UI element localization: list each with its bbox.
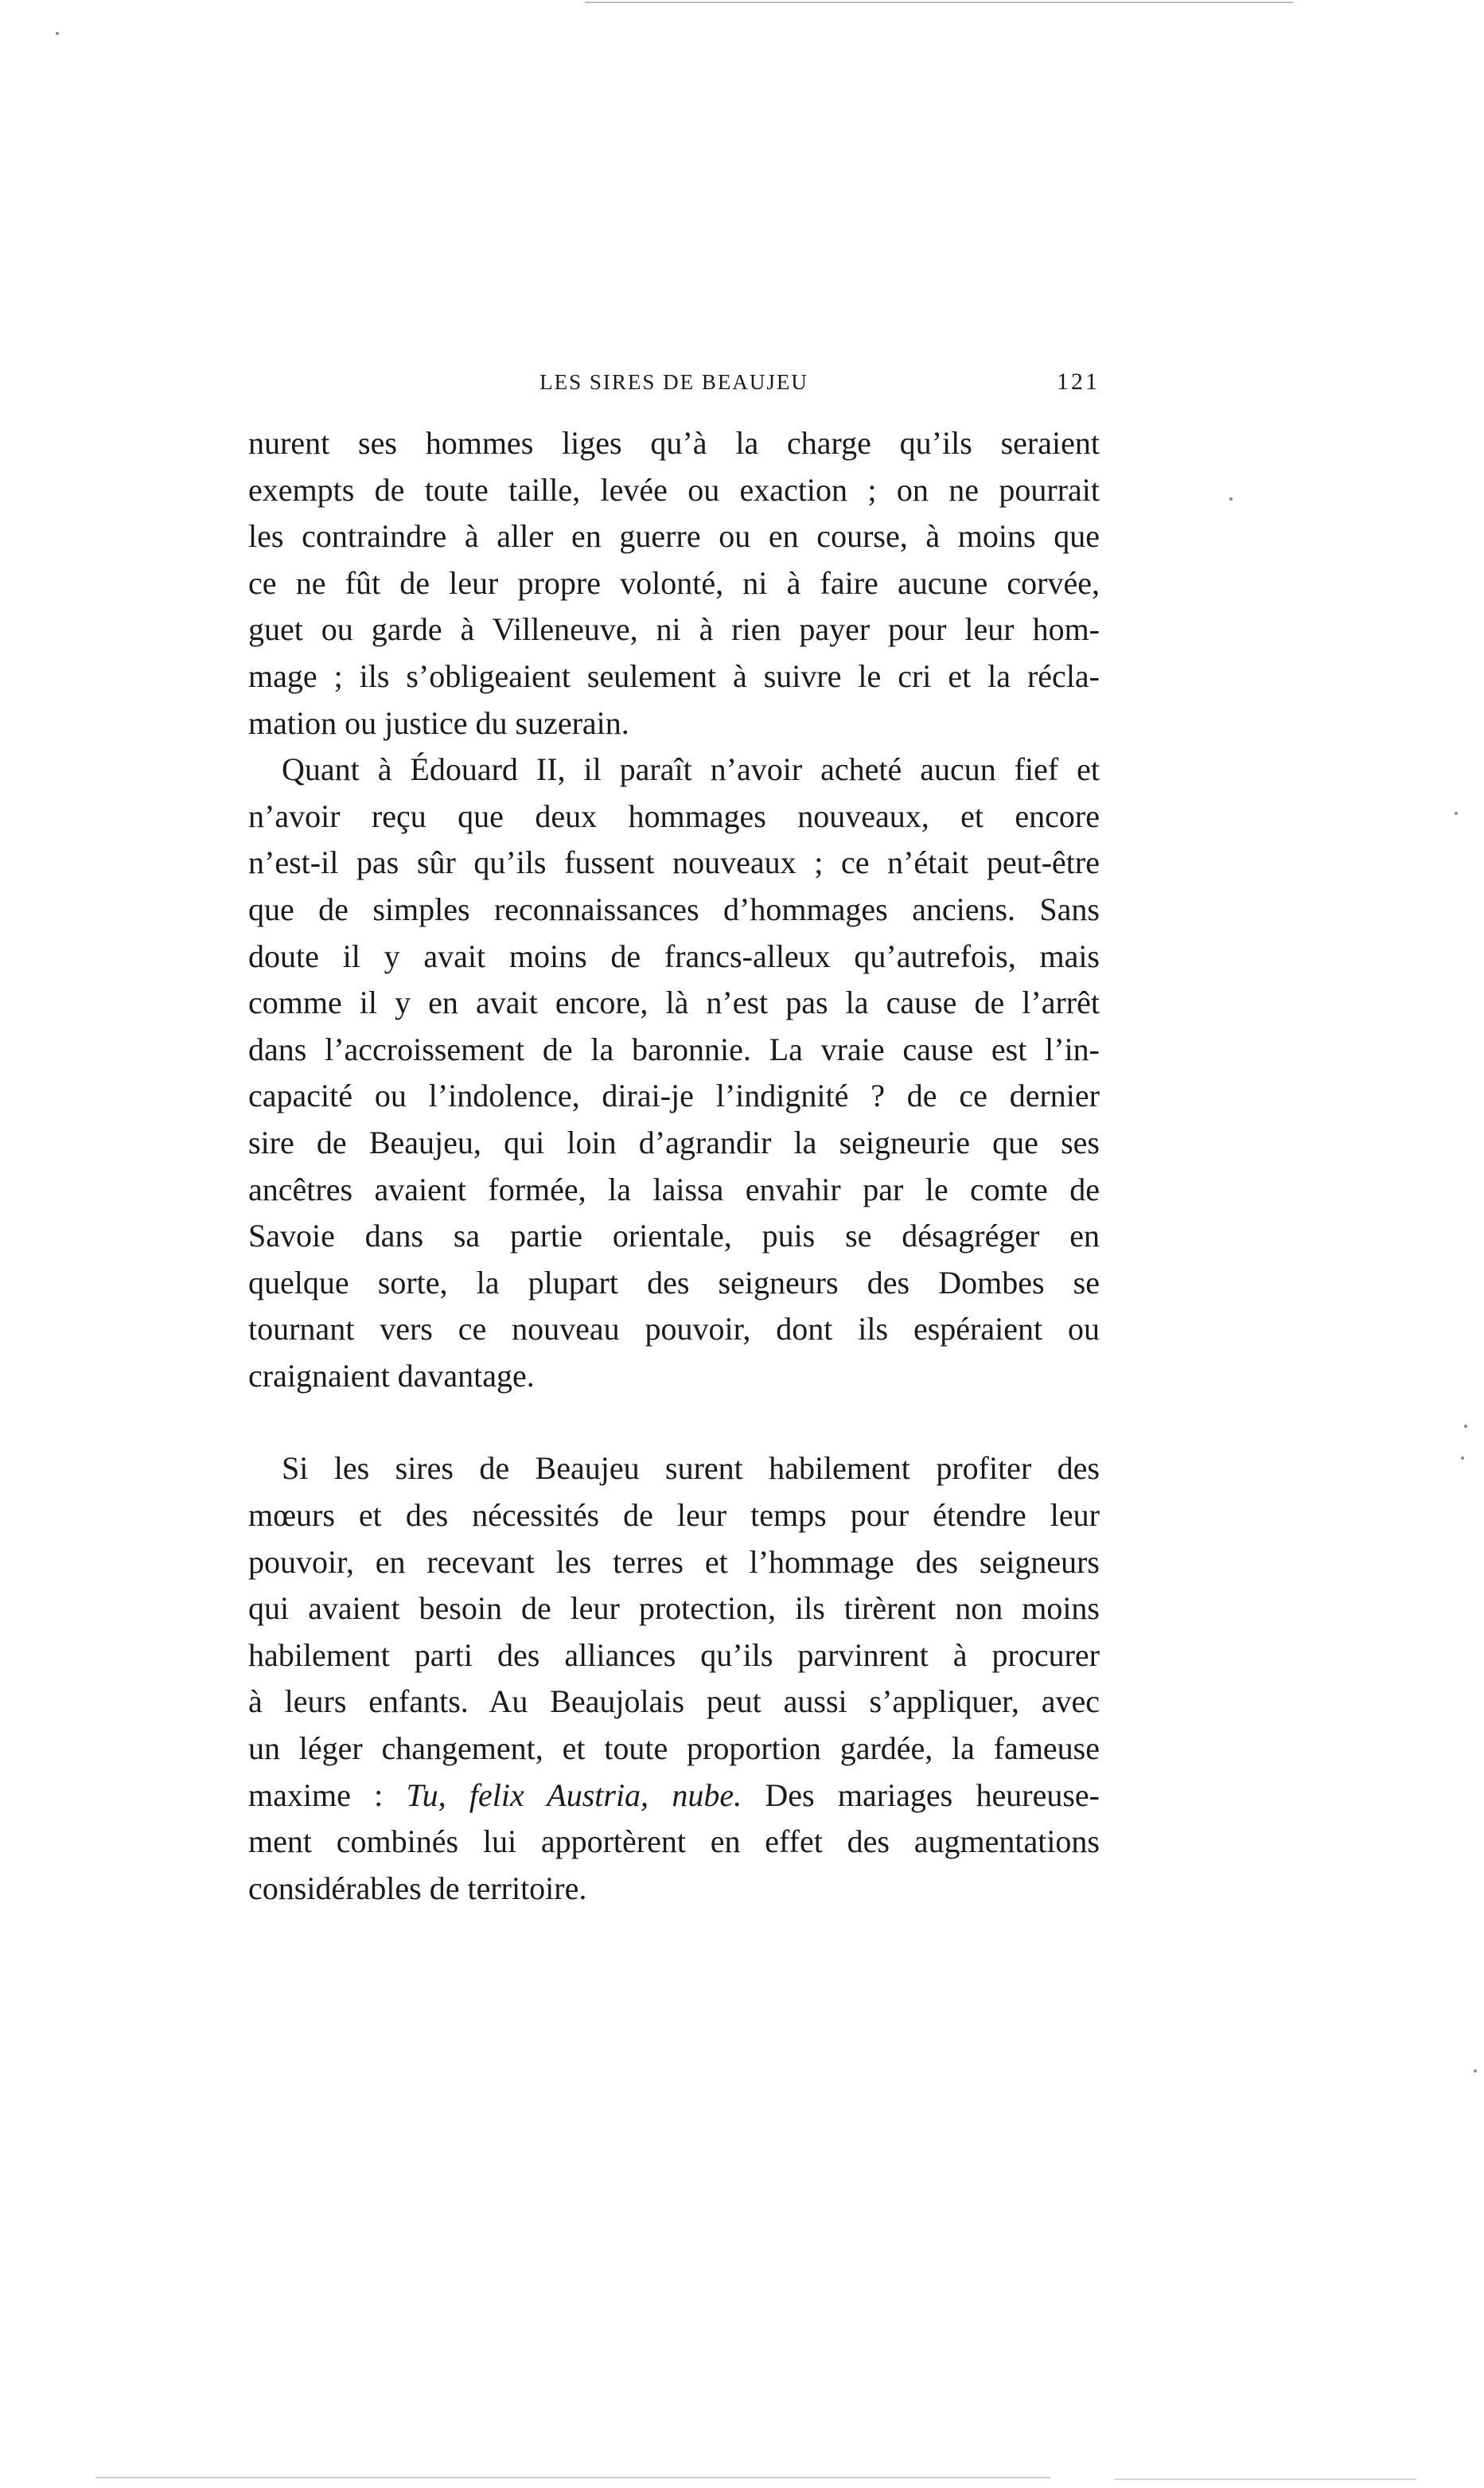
paragraph-2 — [248, 747, 1100, 1399]
text-line: tournant vers ce nouveau pouvoir, dont ils espéraient ou — [248, 1311, 1100, 1347]
text-line: mage ; ils s’obligeaient seulement à suivre le cri et la récla- — [248, 657, 1100, 694]
text-line: exempts de toute taille, levée ou exaction ; on ne pourrait — [248, 471, 1100, 508]
text-line: sire de Beaujeu, qui loin d’agrandir la seigneurie que ses — [248, 1124, 1100, 1160]
scan-edge-bottom — [95, 2477, 1050, 2478]
text-line: doute il y avait moins de francs-alleux qu’autrefois, mais — [248, 938, 1100, 974]
maxim-line — [248, 1772, 1100, 1819]
scan-edge-bottom — [1114, 2478, 1416, 2480]
text-line: un léger changement, et toute proportion gardée, la fameuse — [248, 1730, 1100, 1767]
text-line: les contraindre à aller en guerre ou en course, à moins que — [248, 518, 1100, 555]
text-line: à leurs enfants. Au Beaujolais peut aussi s’appliquer, avec — [248, 1683, 1100, 1720]
text-line: Quant à Édouard II, il paraît n’avoir acheté aucun fief et — [282, 751, 1100, 788]
maxim-latin: Tu, felix Austria, nube. — [406, 1776, 742, 1813]
paragraph-3 — [248, 1445, 1100, 1912]
text-line: ce ne fût de leur propre volonté, ni à faire aucune corvée, — [248, 564, 1100, 601]
scan-speck — [1474, 2069, 1477, 2073]
text-line: nurent ses hommes liges qu’à la charge qu’ils seraient — [248, 425, 1100, 461]
text-line: dans l’accroissement de la baronnie. La vraie cause est l’in- — [248, 1031, 1100, 1067]
scan-speck — [1229, 497, 1233, 501]
text-line: considérables de territoire. — [248, 1870, 587, 1906]
text-line: capacité ou l’indolence, dirai-je l’indignité ? de ce dernier — [248, 1078, 1100, 1114]
text-line: craignaient davantage. — [248, 1357, 535, 1394]
page-body — [248, 420, 1100, 1912]
scan-edge-top — [585, 2, 1293, 3]
text-line: qui avaient besoin de leur protection, ils tirèrent non moins — [248, 1590, 1100, 1627]
text-line: Si les sires de Beaujeu surent habilement profiter des — [282, 1450, 1100, 1487]
text-line: que de simples reconnaissances d’hommages anciens. Sans — [248, 891, 1100, 927]
text-line: mœurs et des nécessités de leur temps pour étendre leur — [248, 1497, 1100, 1534]
text-line: guet ou garde à Villeneuve, ni à rien payer pour leur hom- — [248, 611, 1100, 648]
text-line: Savoie dans sa partie orientale, puis se désagréger en — [248, 1218, 1100, 1254]
text-line: n’est-il pas sûr qu’ils fussent nouveaux ; ce n’était peut-être — [248, 844, 1100, 881]
scan-speck — [1461, 1457, 1464, 1460]
text-line: mation ou justice du suzerain. — [248, 704, 629, 741]
text-line: ment combinés lui apportèrent en effet des augmentations — [248, 1823, 1100, 1860]
section-break — [248, 1399, 1100, 1445]
scan-speck — [1455, 812, 1458, 815]
text-line: pouvoir, en recevant les terres et l’hommage des seigneurs — [248, 1543, 1100, 1580]
running-title: LES SIRES DE BEAUJEU — [539, 370, 808, 394]
paragraph-1 — [248, 420, 1100, 747]
page-number: 121 — [1057, 369, 1100, 395]
scan-speck — [1464, 1425, 1467, 1428]
running-head — [248, 362, 1100, 402]
text-line: habilement parti des alliances qu’ils parvinrent à procurer — [248, 1636, 1100, 1673]
text-line: ancêtres avaient formée, la laissa envahir par le comte de — [248, 1171, 1100, 1207]
scan-speck — [56, 32, 59, 35]
text-line: n’avoir reçu que deux hommages nouveaux, et encore — [248, 797, 1100, 834]
maxim-suffix: Des mariages heureuse- — [742, 1776, 1100, 1813]
text-line: comme il y en avait encore, là n’est pas la cause de l’arrêt — [248, 985, 1100, 1021]
text-line: quelque sorte, la plupart des seigneurs des Dombes se — [248, 1264, 1100, 1301]
maxim-prefix: maxime : — [248, 1776, 407, 1813]
